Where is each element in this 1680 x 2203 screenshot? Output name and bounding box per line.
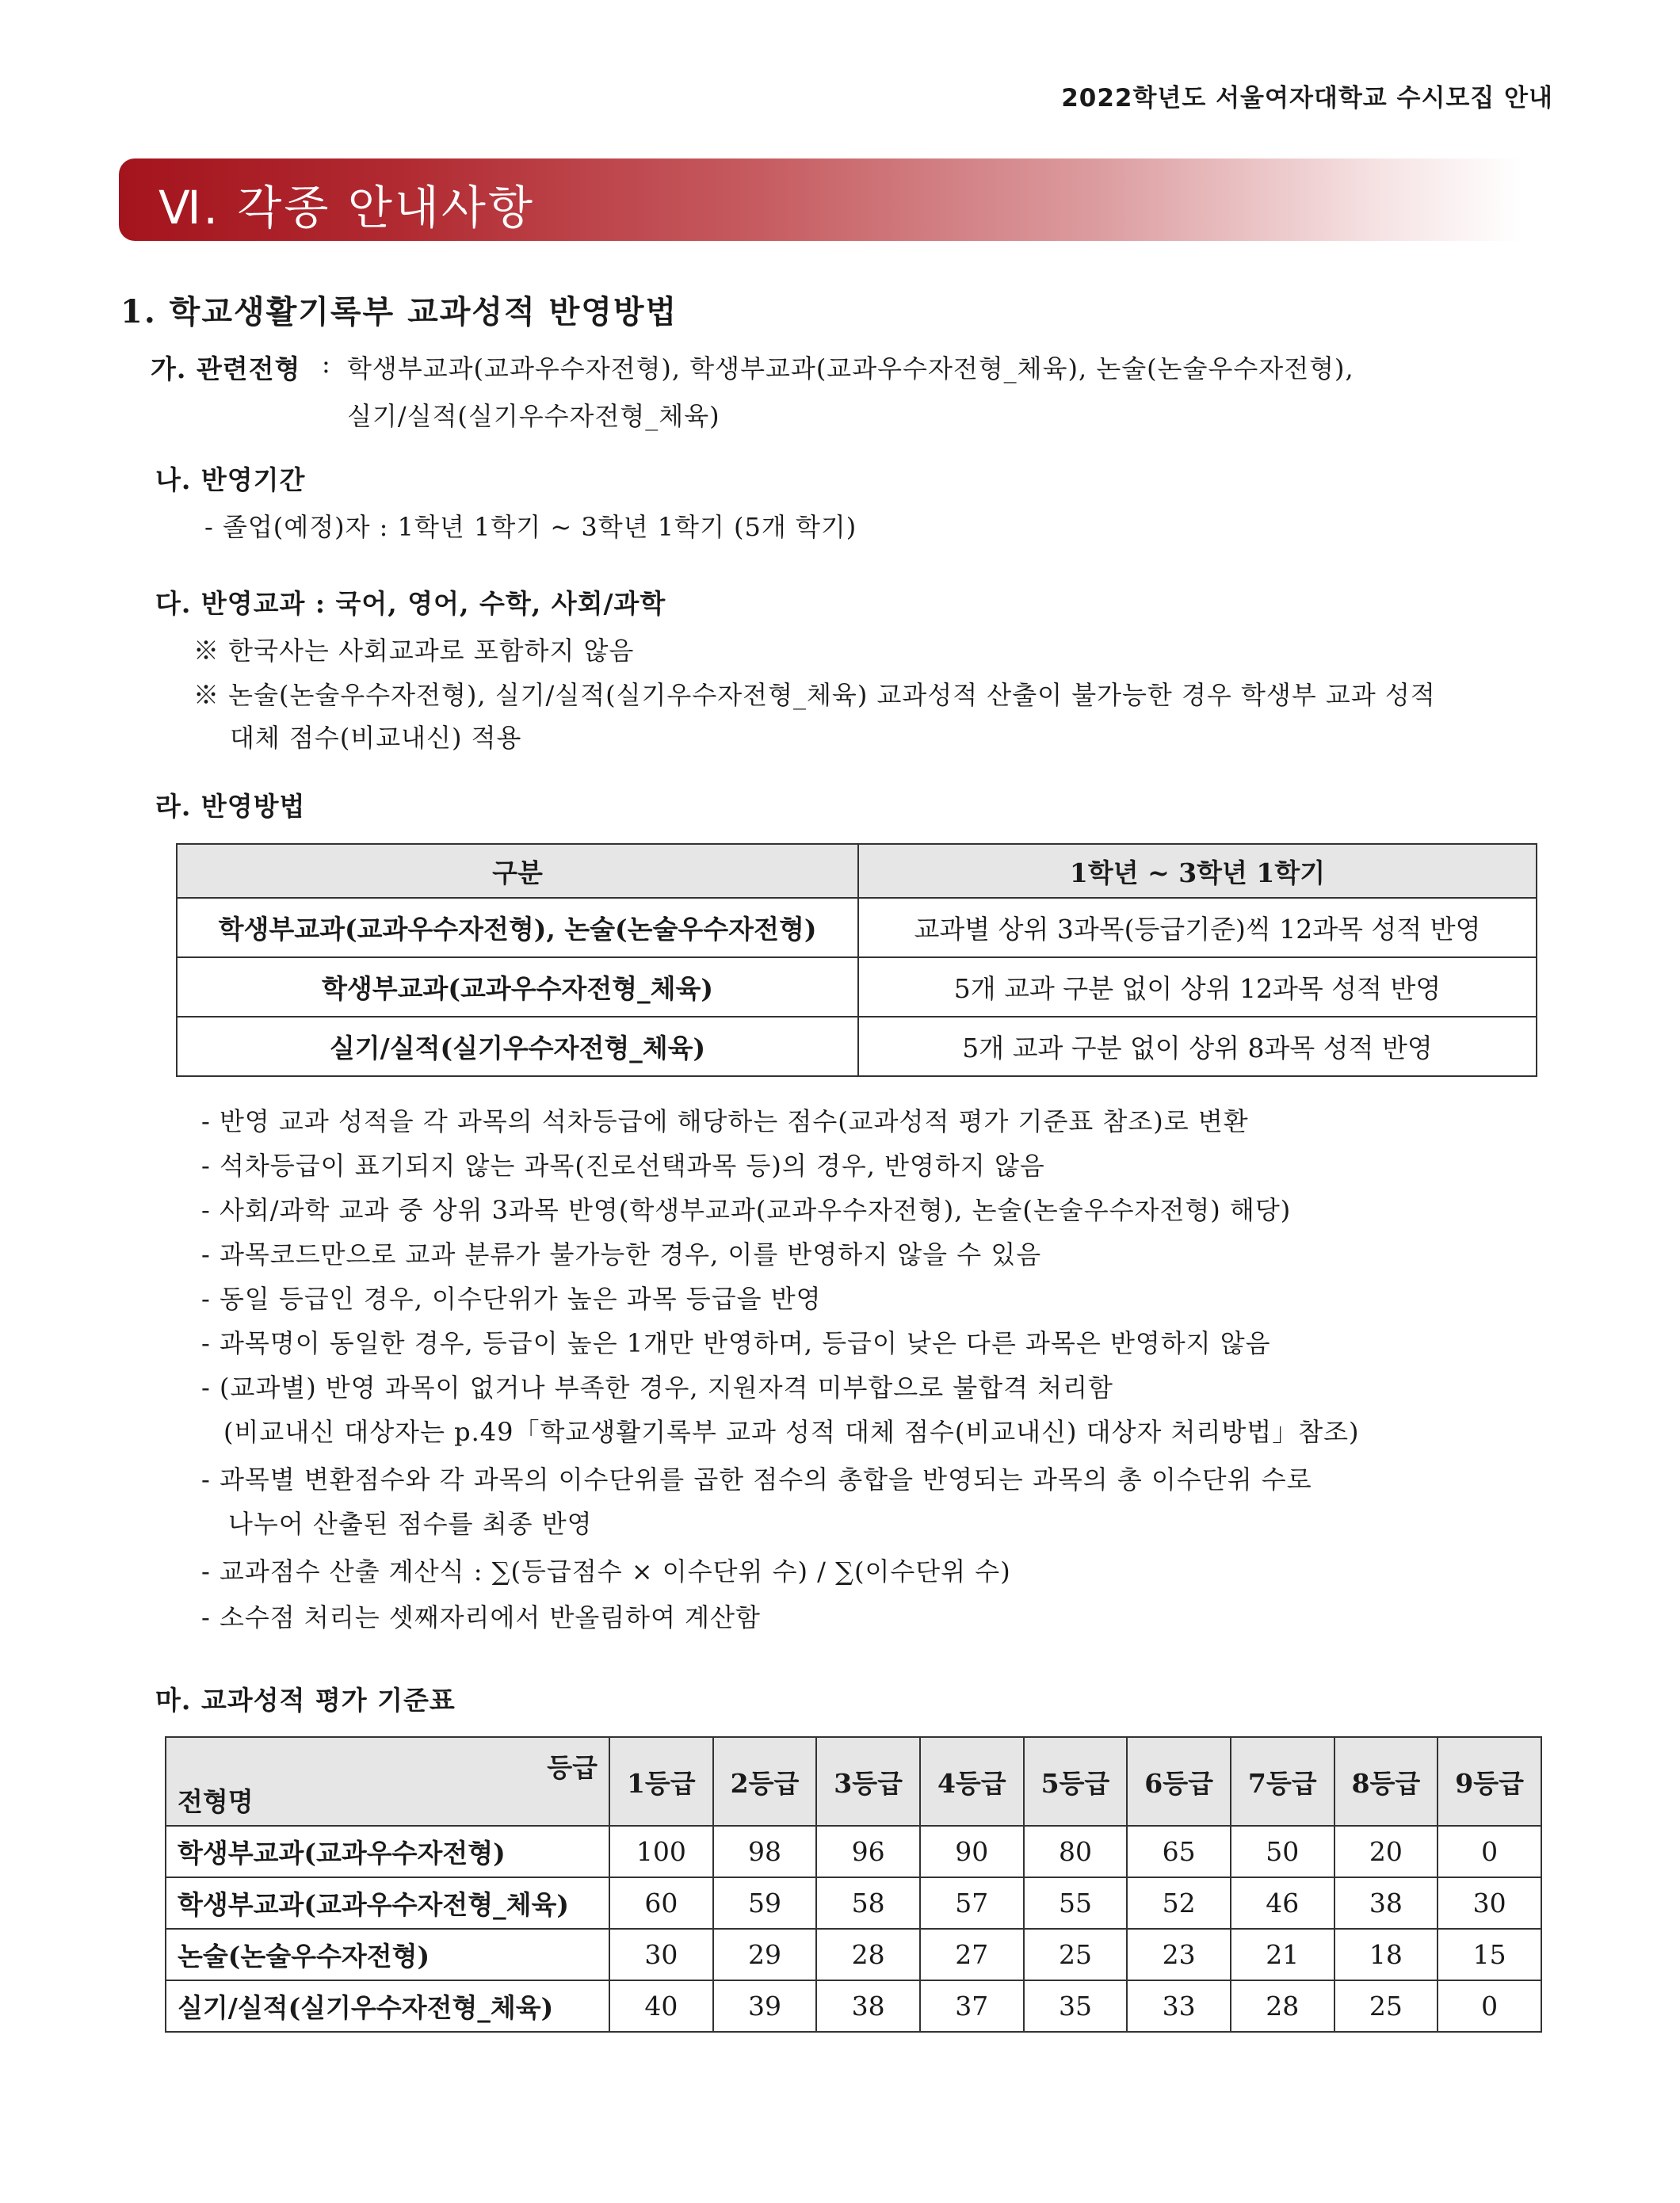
- score-cell: 35: [1024, 1980, 1128, 2032]
- ma-label: 마. 교과성적 평가 기준표: [155, 1685, 456, 1716]
- table-cell: 5개 교과 구분 없이 상위 12과목 성적 반영: [858, 957, 1537, 1017]
- score-cell: 38: [816, 1980, 920, 2032]
- page-header-title: 2022학년도 서울여자대학교 수시모집 안내: [1061, 84, 1553, 113]
- list-item: - 석차등급이 표기되지 않는 과목(진로선택과목 등)의 경우, 반영하지 않음: [201, 1151, 1045, 1181]
- na-line1: - 졸업(예정)자 : 1학년 1학기 ~ 3학년 1학기 (5개 학기): [204, 512, 857, 542]
- table-row: [177, 1017, 1537, 1076]
- table-row: [166, 1877, 1541, 1929]
- score-cell: 100: [609, 1826, 713, 1877]
- list-item: - 과목코드만으로 교과 분류가 불가능한 경우, 이를 반영하지 않을 수 있음: [201, 1239, 1042, 1269]
- score-cell: 59: [713, 1877, 817, 1929]
- grade-header: 8등급: [1334, 1737, 1438, 1826]
- list-item: - 과목별 변환점수와 각 과목의 이수단위를 곱한 점수의 총합을 반영되는 과목의 총 이수단위 수로: [201, 1464, 1312, 1495]
- list-item: - 교과점수 산출 계산식 : ∑(등급점수 × 이수단위 수) / ∑(이수단위 수): [201, 1556, 1011, 1586]
- da-note2b: 대체 점수(비교내신) 적용: [230, 723, 522, 753]
- grade-header: 3등급: [816, 1737, 920, 1826]
- score-cell: 40: [609, 1980, 713, 2032]
- grade-header: 5등급: [1024, 1737, 1128, 1826]
- track-name: 학생부교과(교과우수자전형): [166, 1826, 609, 1877]
- table-row: [166, 1826, 1541, 1877]
- ra-label: 라. 반영방법: [155, 791, 306, 822]
- score-cell: 33: [1127, 1980, 1231, 2032]
- table-cell: 학생부교과(교과우수자전형), 논술(논술우수자전형): [177, 898, 858, 957]
- section-title: Ⅵ. 각종 안내사항: [158, 181, 535, 235]
- score-cell: 39: [713, 1980, 817, 2032]
- score-cell: 28: [1231, 1980, 1334, 2032]
- track-name: 논술(논술우수자전형): [166, 1929, 609, 1980]
- score-cell: 57: [920, 1877, 1024, 1929]
- table-cell: 실기/실적(실기우수자전형_체육): [177, 1017, 858, 1076]
- da-note2a: ※ 논술(논술우수자전형), 실기/실적(실기우수자전형_체육) 교과성적 산출이 불가능한 경우 학생부 교과 성적: [193, 680, 1436, 710]
- table-cell: 5개 교과 구분 없이 상위 8과목 성적 반영: [858, 1017, 1537, 1076]
- grade-header: 6등급: [1127, 1737, 1231, 1826]
- score-cell: 50: [1231, 1826, 1334, 1877]
- list-item: - 과목명이 동일한 경우, 등급이 높은 1개만 반영하며, 등급이 낮은 다른 과목은 반영하지 않음: [201, 1328, 1271, 1358]
- track-name: 실기/실적(실기우수자전형_체육): [166, 1980, 609, 2032]
- score-cell: 60: [609, 1877, 713, 1929]
- table-row: [166, 1980, 1541, 2032]
- subsection-title: 1. 학교생활기록부 교과성적 반영방법: [120, 293, 678, 330]
- table-header-cell: 1학년 ~ 3학년 1학기: [858, 844, 1537, 898]
- grade-header: 4등급: [920, 1737, 1024, 1826]
- corner-label-grade: 등급: [547, 1752, 598, 1783]
- ga-line2: 실기/실적(실기우수자전형_체육): [347, 401, 720, 431]
- score-cell: 80: [1024, 1826, 1128, 1877]
- score-cell: 38: [1334, 1877, 1438, 1929]
- reflection-method-table: [176, 843, 1537, 1077]
- score-cell: 37: [920, 1980, 1024, 2032]
- score-cell: 30: [1438, 1877, 1541, 1929]
- score-cell: 29: [713, 1929, 817, 1980]
- table-row: [177, 898, 1537, 957]
- score-cell: 27: [920, 1929, 1024, 1980]
- table-row: [166, 1929, 1541, 1980]
- score-cell: 15: [1438, 1929, 1541, 1980]
- list-item: (비교내신 대상자는 p.49「학교생활기록부 교과 성적 대체 점수(비교내신) 대상자 처리방법」참조): [223, 1417, 1360, 1447]
- list-item: - 소수점 처리는 셋째자리에서 반올림하여 계산함: [201, 1602, 761, 1632]
- table-cell: 교과별 상위 3과목(등급기준)씩 12과목 성적 반영: [858, 898, 1537, 957]
- score-cell: 0: [1438, 1826, 1541, 1877]
- da-note1: ※ 한국사는 사회교과로 포함하지 않음: [193, 636, 635, 666]
- score-cell: 25: [1024, 1929, 1128, 1980]
- grade-header: 7등급: [1231, 1737, 1334, 1826]
- grade-header: 1등급: [609, 1737, 713, 1826]
- grade-header: 2등급: [713, 1737, 817, 1826]
- score-cell: 96: [816, 1826, 920, 1877]
- ga-line1: 학생부교과(교과우수자전형), 학생부교과(교과우수자전형_체육), 논술(논술우수자전형),: [347, 353, 1354, 384]
- score-cell: 52: [1127, 1877, 1231, 1929]
- list-item: - (교과별) 반영 과목이 없거나 부족한 경우, 지원자격 미부합으로 불합격 처리함: [201, 1373, 1113, 1403]
- score-cell: 20: [1334, 1826, 1438, 1877]
- score-cell: 58: [816, 1877, 920, 1929]
- da-label: 다. 반영교과 : 국어, 영어, 수학, 사회/과학: [155, 588, 666, 619]
- score-cell: 21: [1231, 1929, 1334, 1980]
- table-corner-cell: [166, 1737, 609, 1826]
- score-cell: 46: [1231, 1877, 1334, 1929]
- score-cell: 65: [1127, 1826, 1231, 1877]
- score-cell: 55: [1024, 1877, 1128, 1929]
- list-item: 나누어 산출된 점수를 최종 반영: [228, 1509, 593, 1539]
- table-header-row: [177, 844, 1537, 898]
- ga-label: 가. 관련전형: [151, 353, 301, 384]
- table-cell: 학생부교과(교과우수자전형_체육): [177, 957, 858, 1017]
- table-row: [177, 957, 1537, 1017]
- grade-score-table: [165, 1736, 1542, 2033]
- score-cell: 18: [1334, 1929, 1438, 1980]
- list-item: - 동일 등급인 경우, 이수단위가 높은 과목 등급을 반영: [201, 1284, 822, 1314]
- ga-colon: :: [322, 349, 331, 379]
- na-label: 나. 반영기간: [155, 464, 306, 495]
- score-cell: 0: [1438, 1980, 1541, 2032]
- score-cell: 90: [920, 1826, 1024, 1877]
- corner-label-track: 전형명: [178, 1786, 254, 1817]
- table-header-cell: 구분: [177, 844, 858, 898]
- track-name: 학생부교과(교과우수자전형_체육): [166, 1877, 609, 1929]
- score-cell: 25: [1334, 1980, 1438, 2032]
- list-item: - 반영 교과 성적을 각 과목의 석차등급에 해당하는 점수(교과성적 평가 기준표 참조)로 변환: [201, 1106, 1249, 1136]
- score-cell: 28: [816, 1929, 920, 1980]
- grade-header: 9등급: [1438, 1737, 1541, 1826]
- score-cell: 30: [609, 1929, 713, 1980]
- score-cell: 98: [713, 1826, 817, 1877]
- score-cell: 23: [1127, 1929, 1231, 1980]
- list-item: - 사회/과학 교과 중 상위 3과목 반영(학생부교과(교과우수자전형), 논술(논술우수자전형) 해당): [201, 1195, 1292, 1225]
- table-header-row: [166, 1737, 1541, 1826]
